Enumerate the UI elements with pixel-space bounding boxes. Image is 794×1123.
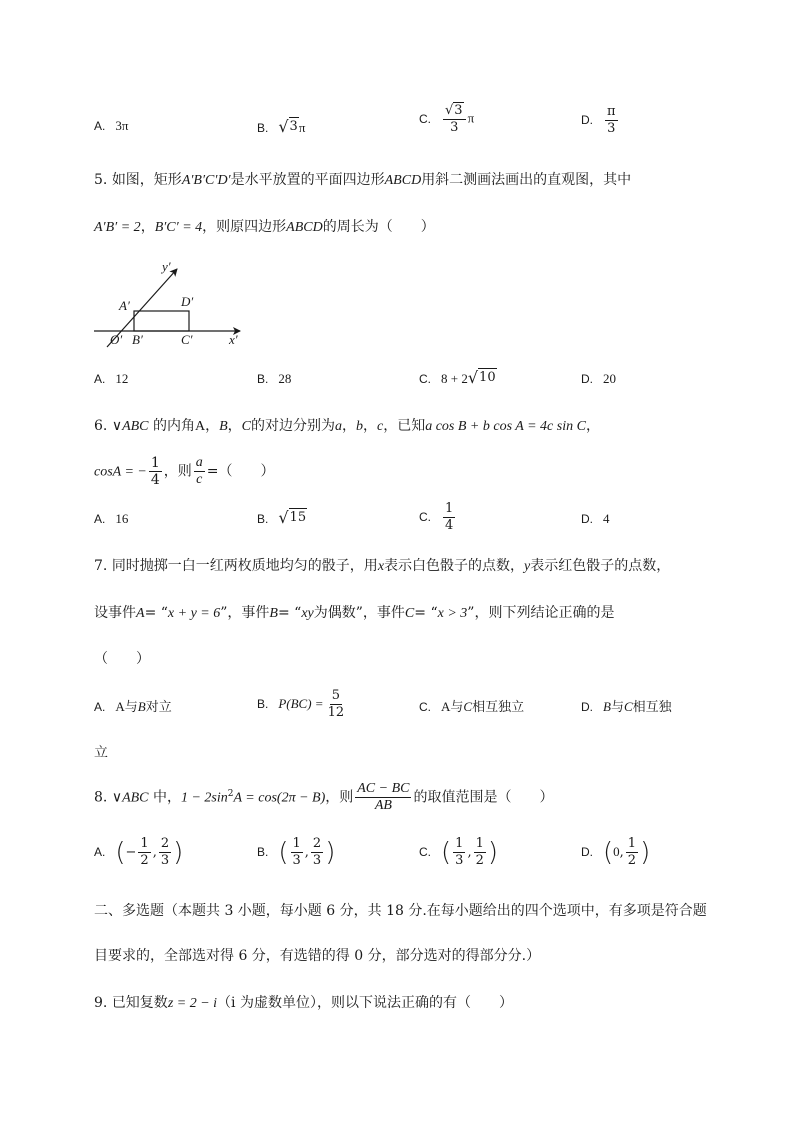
q6-option-d: D. 4 <box>581 511 610 526</box>
q8-option-d: D. (0, $\frac{1}{2}$ ) <box>581 836 651 868</box>
fraction: $\frac{5}{12}$ <box>327 688 345 720</box>
fraction: √ 3 3 <box>443 102 466 136</box>
q5-stem-line1: 5. 如图，矩形A′B′C′D′是水平放置的平面四边形ABCD用斜二测画法画出的直观图，其中 <box>94 172 632 188</box>
fraction: $\frac{AC - BC}{AB}$ <box>357 781 410 813</box>
q5-stem-line2: A′B′ = 2，B′C′ = 4，则原四边形ABCD的周长为（ ） <box>94 219 435 235</box>
point-a-label: A′ <box>119 298 130 313</box>
q7-option-b: B. P(BC) = $\frac{5}{12}$ <box>257 688 345 720</box>
q7-option-d-wrap: 立 <box>94 745 108 761</box>
q8-option-a: A. (− $\frac{1}{2}$ , $\frac{2}{3}$ ) <box>94 836 184 868</box>
q6-option-c: C. $\frac{1}{4}$ <box>419 501 454 533</box>
q5-figure-diagram <box>90 255 250 350</box>
fraction: $\frac{a}{c}$ <box>195 455 203 487</box>
section-2-heading-line2: 目要求的，全部选对得 6 分，有选错的得 0 分，部分选对的得部分分.） <box>94 948 541 964</box>
q7-option-a: A. A与B对立 <box>94 699 172 715</box>
q5-option-c: C. 8 + 2 √ 10 <box>419 368 496 387</box>
origin-label: O′ <box>110 332 123 347</box>
fraction: $\frac{\pi}{3}$ <box>607 104 616 136</box>
q4-option-d: D. $\frac{\pi}{3}$ <box>581 104 616 136</box>
q6-stem-line2: cosA = − $\frac{1}{4}$ ，则 $\frac{a}{c}$ =（ ） <box>94 455 275 488</box>
point-b-label: B′ <box>132 332 143 347</box>
q5-option-d: D. 20 <box>581 371 616 386</box>
fraction: $\frac{2}{3}$ <box>312 836 322 868</box>
fraction: $\frac{1}{4}$ <box>150 455 160 488</box>
q9-stem: 9. 已知复数z = 2 − i（i 为虚数单位），则以下说法正确的有（ ） <box>94 995 513 1011</box>
fraction: $\frac{1}{4}$ <box>445 501 454 533</box>
q7-stem-line1: 7. 同时抛掷一白一红两枚质地均匀的骰子，用x表示白色骰子的点数，y表示红色骰子的点数， <box>94 558 671 574</box>
q8-option-b: B. ( $\frac{1}{3}$ , $\frac{2}{3}$ ) <box>257 836 336 868</box>
fraction: $\frac{2}{3}$ <box>160 836 170 868</box>
q5-option-b: B. 28 <box>257 371 292 386</box>
q7-stem-line2: 设事件A= “x + y = 6”，事件B= “xy为偶数”，事件C= “x > 3”，则下列结论正确的是 <box>94 605 615 621</box>
q6-option-b: B. √ 15 <box>257 508 307 527</box>
y-axis-label: y′ <box>162 259 171 274</box>
q6-stem-line1: 6. ∨ABC 的内角A，B，C的对边分别为a，b，c，已知a cos B + b cos A = 4c sin C， <box>94 418 600 434</box>
point-c-label: C′ <box>181 332 193 347</box>
point-d-label: D′ <box>181 294 194 309</box>
q7-answer-brackets: （ ） <box>94 651 150 667</box>
q7-option-d: D. B与C相互独 <box>581 699 672 715</box>
q6-option-a: A. 16 <box>94 511 129 526</box>
q4-option-b: B. √ 3 π <box>257 117 306 136</box>
fraction: $\frac{1}{2}$ <box>475 836 484 868</box>
q8-option-c: C. ( $\frac{1}{3}$ , $\frac{1}{2}$ ) <box>419 836 499 868</box>
fraction: $\frac{1}{3}$ <box>292 836 301 868</box>
q4-option-c: C. √ 3 3 π <box>419 103 475 135</box>
section-2-heading-line1: 二、多选题（本题共 3 小题，每小题 6 分，共 18 分.在每小题给出的四个选项中，有多项是符合题 <box>94 903 707 919</box>
q4-option-a: A. 3π <box>94 118 129 133</box>
sqrt: √ 3 <box>278 117 298 136</box>
q7-option-c: C. A与C相互独立 <box>419 699 525 715</box>
sqrt: √ 15 <box>278 508 307 527</box>
sqrt: √ 10 <box>467 368 496 387</box>
fraction: $\frac{1}{3}$ <box>455 836 464 868</box>
fraction: $\frac{1}{2}$ <box>627 836 637 868</box>
fraction: $\frac{1}{2}$ <box>140 836 149 868</box>
q8-stem: 8. ∨ABC 中，$1 - 2\sin^2A = \cos(2\pi - B)$，则 $\frac{AC - BC}{AB}$ 的取值范围是（ ） <box>94 781 554 813</box>
q5-option-a: A. 12 <box>94 371 129 386</box>
rectangle-abcd <box>134 311 189 331</box>
x-axis-label: x′ <box>229 332 238 347</box>
